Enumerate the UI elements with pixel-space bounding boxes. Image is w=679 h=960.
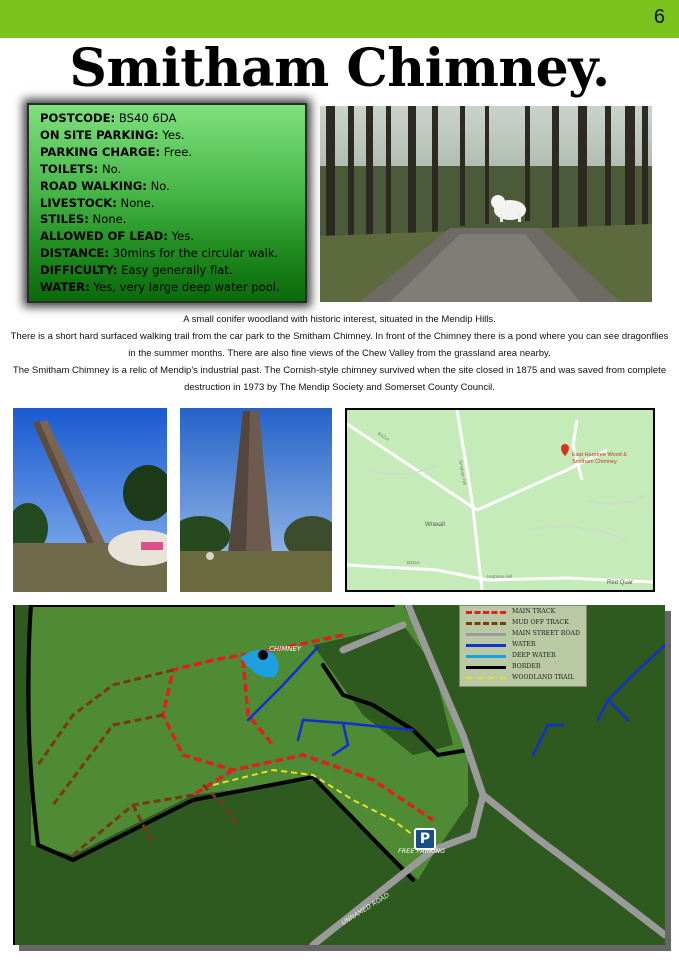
location-map [345,408,655,592]
legend-deep-water: DEEP WATER [460,650,588,661]
map-legend [459,605,587,687]
info-livestock: LIVESTOCK: None. [40,195,155,210]
map-road-label: Smitham Hill [457,459,468,486]
chimney-label: CHIMNEY [269,645,302,653]
map-corner-label: Red Quar [607,580,634,586]
info-postcode: POSTCODE: BS40 6DA [40,111,177,125]
road-label: UNNAMED ROAD [340,891,391,927]
map-pin-label: East Harptree Wood & Smitham Chimney [572,452,627,465]
legend-mud-track: MUD OFF TRACK [460,617,588,628]
info-difficulty: DIFFICULTY: Easy generally flat. [40,263,233,278]
info-box [27,103,307,303]
info-water: WATER: Yes, very large deep water pool. [40,280,280,295]
info-toilets: TOILETS: No. [40,161,122,176]
legend-border: BORDER [460,661,588,672]
info-distance: DISTANCE: 30mins for the circular walk. [40,246,279,261]
page-title: Smitham Chimney. [69,38,610,99]
map-road-label: B3114 [376,430,391,443]
forest-photo [320,106,652,302]
header-bar [0,0,679,38]
chimney-photo-upright [180,408,332,592]
map-place-label: Wraxall [425,522,445,528]
description-intro: A small conifer woodland with historic interest, situated in the Mendip Hills. [183,314,496,325]
legend-main-track: MAIN TRACK [460,606,588,617]
trail-map [13,605,665,945]
description-trail: There is a short hard surfaced walking trail from the car park to the Smitham Chimney. In front of the Chimney there is a pond where you can see dragonflies in the summer months. There are also fine views of the Chew Valley from the grassland area nearby. [10,331,669,359]
info-road-walking: ROAD WALKING: No. [40,178,170,193]
map-road-label: B3114 [407,560,420,565]
description-history: The Smitham Chimney is a relic of Mendip's industrial past. The Cornish-style chimney survived when the site closed in 1875 and was saved from complete destruction in 1973 by The Mendip Society and Somerset County Council. [12,365,667,393]
legend-woodland-trail: WOODLAND TRAIL [460,672,588,683]
info-parking: ON SITE PARKING: Yes. [40,127,185,142]
description [10,311,669,396]
map-road-label: Harptree Hill [487,574,513,579]
info-stiles: STILES: None. [40,212,127,227]
parking-label: FREE PARKING [398,847,446,855]
info-parking-charge: PARKING CHARGE: Free. [40,144,193,159]
page-number: 6 [653,6,665,28]
parking-icon: P [414,828,436,850]
legend-main-road: MAIN STREET ROAD [460,628,588,639]
info-lead: ALLOWED OF LEAD: Yes. [40,229,195,244]
legend-water: WATER [460,639,588,650]
chimney-photo-tilted [13,408,167,592]
